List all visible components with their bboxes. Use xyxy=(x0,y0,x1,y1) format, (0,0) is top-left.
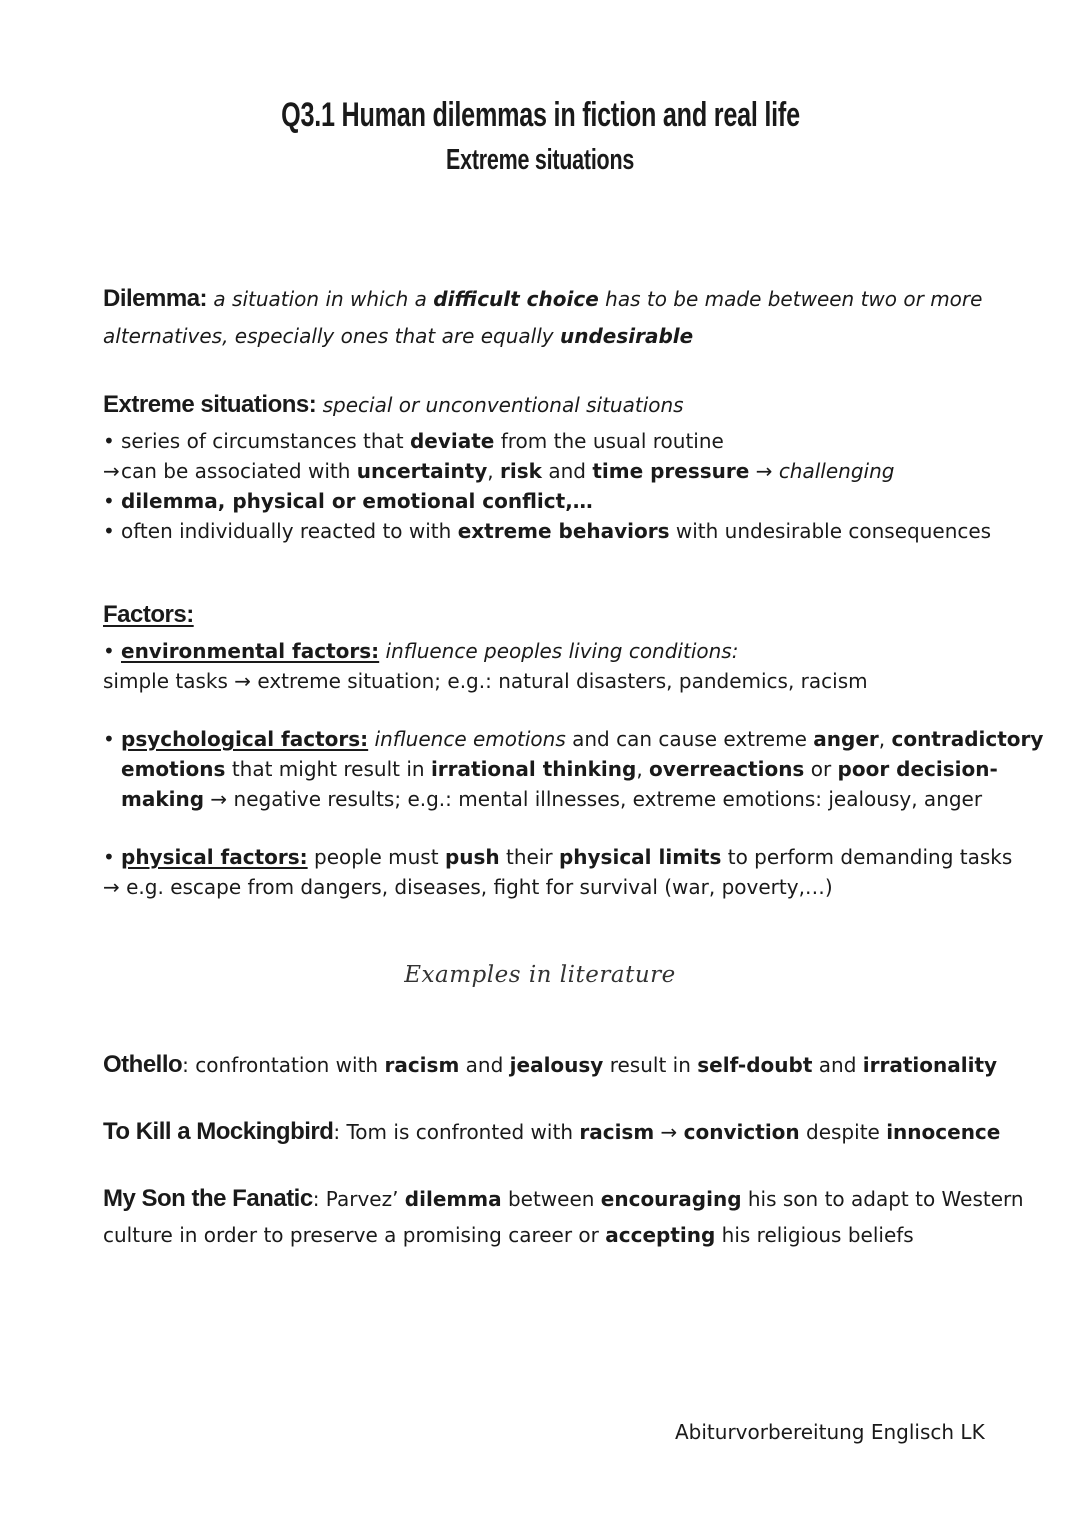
environmental-factors: • environmental factors: influence peoples living conditions: xyxy=(103,639,739,663)
arrow-icon: → xyxy=(103,459,120,483)
list-item: →can be associated with uncertainty, risk and time pressure → challenging xyxy=(103,456,1003,486)
examples-heading: Examples in literature xyxy=(404,962,676,988)
psychological-factors: • psychological factors: influence emotions and can cause extreme anger, contradictory emotions that might result in irrational thinking, overreactions or poor decision- making → negative results; e.g.: mental illnesses, extreme emotions: jealousy, anger xyxy=(103,727,1044,811)
arrow-icon: → xyxy=(755,459,773,483)
example-my-son-the-fanatic: My Son the Fanatic: Parvez’ dilemma between encouraging his son to adapt to Western culture in order to preserve a promising career or accepting his religious beliefs xyxy=(103,1185,1024,1247)
list-item: • dilemma, physical or emotional conflict,… xyxy=(103,489,593,513)
list-item: • series of circumstances that deviate from the usual routine xyxy=(103,429,724,453)
page-subtitle: Extreme situations xyxy=(445,144,635,176)
extreme-situations-term: Extreme situations: xyxy=(103,391,317,418)
footer: Abiturvorbereitung Englisch LK xyxy=(675,1420,985,1444)
extreme-situations-section: Extreme situations: special or unconventional situations • series of circumstances that deviate from the usual routine →can be associated with uncertainty, risk and time pressure → challenging • dilemma, physical or emotional conflict,… • often individually reacted to with extreme behaviors with undesirable consequences xyxy=(103,390,1003,546)
factors-section: Factors: • environmental factors: influence peoples living conditions: simple tasks → extreme situation; e.g.: natural disasters, pandemics, racism • psychological factors: influence emotions and can cause extreme anger, contradictory emotions that might result in irrational thinking, overreactions or poor decision- making → negative results; e.g.: mental illnesses, extreme emotions: jealousy, anger • physical factors: people must push their physical limits to perform demanding tasks → e.g. escape from dangers, diseases, fight for survival (war, poverty,…) xyxy=(103,600,1003,902)
dilemma-definition: Dilemma: a situation in which a difficult choice has to be made between two or more alternatives, especially ones that are equally undesirable xyxy=(103,280,1003,355)
factors-term: Factors: xyxy=(103,601,194,628)
example-to-kill-a-mockingbird: To Kill a Mockingbird: Tom is confronted with racism → conviction despite innocence xyxy=(103,1118,1001,1145)
example-othello: Othello: confrontation with racism and jealousy result in self-doubt and irrationality xyxy=(103,1051,998,1078)
physical-factors: • physical factors: people must push their physical limits to perform demanding tasks → e.g. escape from dangers, diseases, fight for survival (war, poverty,…) xyxy=(103,845,1013,899)
page-title: Q3.1 Human dilemmas in fiction and real life xyxy=(280,96,800,134)
dilemma-term: Dilemma: xyxy=(103,285,208,312)
list-item: • often individually reacted to with extreme behaviors with undesirable consequences xyxy=(103,519,992,543)
